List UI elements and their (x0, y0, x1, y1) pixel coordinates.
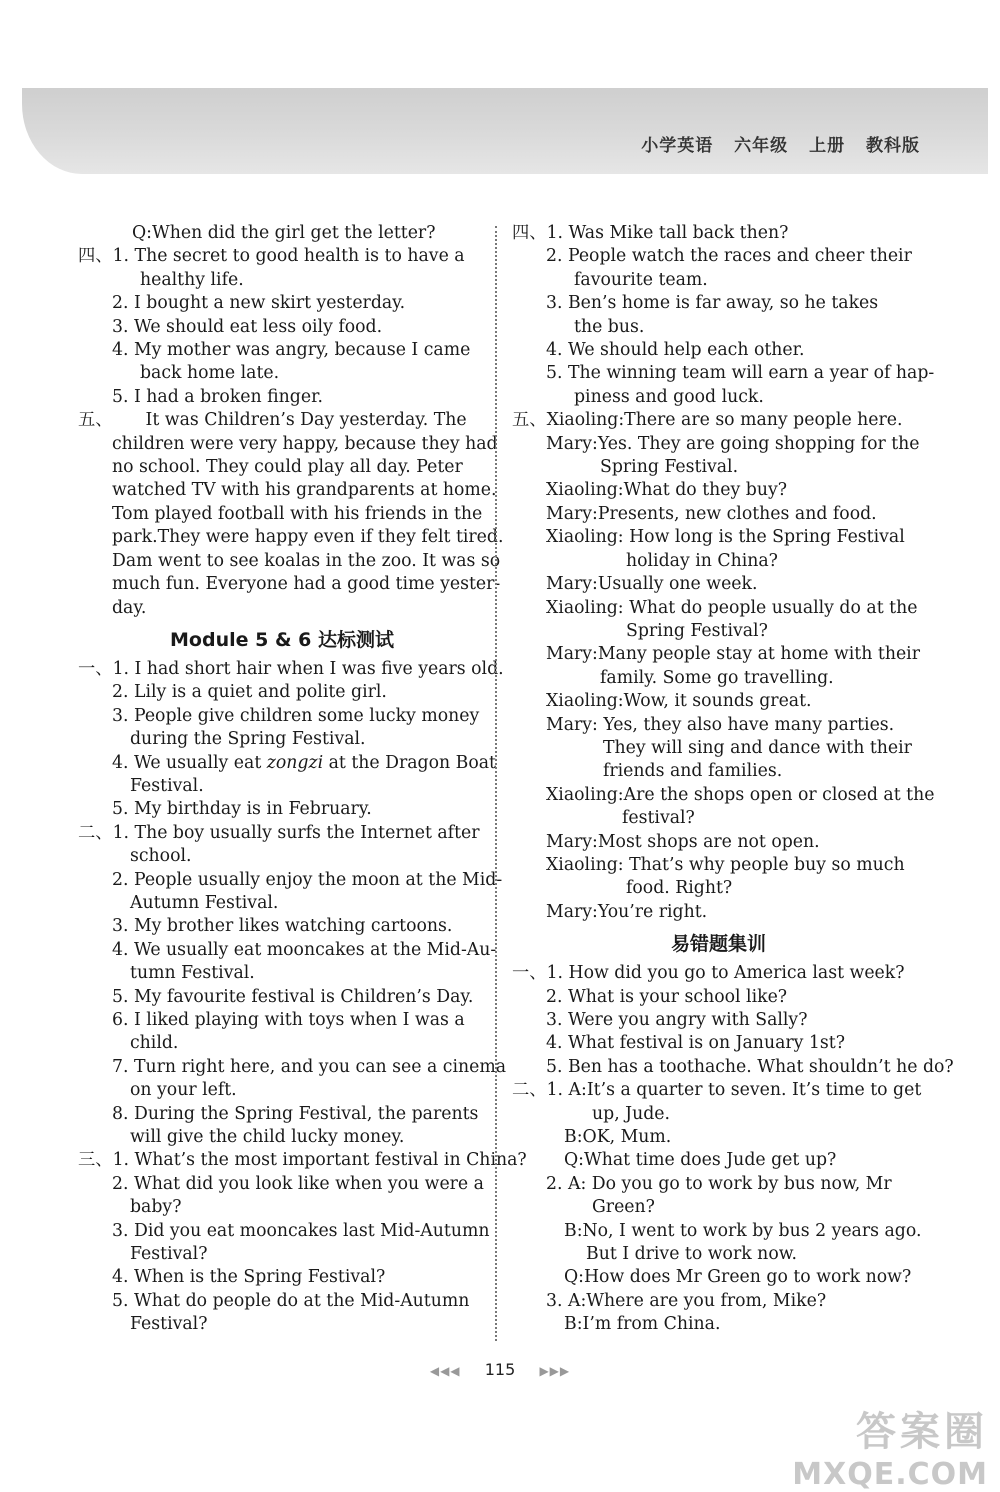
answer-line: 3. Did you eat mooncakes last Mid-Autumn (112, 1220, 490, 1241)
dialogue-line: Q:How does Mr Green go to work now? (564, 1267, 912, 1288)
watermark-logo-text: 答案圈 (856, 1409, 988, 1455)
answer-line: 4. When is the Spring Festival? (112, 1267, 386, 1288)
text-line: up, Jude. (592, 1103, 671, 1124)
text-line: during the Spring Festival. (130, 729, 366, 750)
paragraph-line: 五、 It was Children’s Day yesterday. The (78, 410, 467, 431)
answer-line: 一、1. I had short hair when I was five years old. (78, 658, 504, 679)
answer-line: 2. What did you look like when you were a (112, 1173, 484, 1194)
text-line: festival? (622, 808, 695, 829)
text-line: child. (130, 1033, 179, 1054)
answer-line: 6. I liked playing with toys when I was a (112, 1010, 465, 1030)
paragraph-line: watched TV with his grandparents at home. (112, 480, 497, 501)
text-line: Festival? (130, 1314, 208, 1335)
text-segment: 4. We usually eat (112, 752, 267, 773)
paragraph-line: Tom played football with his friends in the (112, 503, 483, 524)
answer-line: 3. My brother likes watching cartoons. (112, 916, 453, 937)
paragraph-line: children were very happy, because they had (112, 433, 498, 454)
section-title-module: Module 5 & 6 达标测试 (170, 628, 394, 651)
answer-line: 一、1. How did you go to America last week? (512, 963, 905, 984)
dialogue-line: B:I’m from China. (564, 1314, 721, 1335)
text-line: the bus. (574, 316, 645, 337)
text-segment: at the Dragon Boat (323, 752, 496, 773)
text-line: But I drive to work now. (586, 1244, 797, 1265)
answer-line: 三、1. What’s the most important festival in China? (78, 1150, 527, 1171)
answer-line: 4. We should help each other. (546, 340, 805, 361)
answer-line: 四、1. Was Mike tall back then? (512, 223, 789, 243)
text-line: They will sing and dance with their (603, 737, 912, 758)
text-line: Festival? (130, 1244, 208, 1265)
answer-line: 5. What do people do at the Mid-Autumn (112, 1290, 470, 1311)
dialogue-line: B:No, I went to work by bus 2 years ago. (564, 1220, 922, 1241)
answer-line: 2. What is your school like? (546, 986, 788, 1007)
text-line: school. (130, 846, 192, 867)
answer-line: 二、1. A:It’s a quarter to seven. It’s time to get (512, 1080, 922, 1101)
column-divider (495, 226, 497, 1341)
paragraph-line: Dam went to see koalas in the zoo. It was so (112, 550, 501, 571)
text-line: family. Some go travelling. (600, 667, 834, 688)
dialogue-line: Mary:Usually one week. (546, 574, 758, 595)
dialogue-line: Mary:Yes. They are going shopping for the (546, 433, 920, 454)
dialogue-line: Q:What time does Jude get up? (564, 1150, 837, 1171)
answer-line: 8. During the Spring Festival, the parents (112, 1103, 479, 1124)
answer-line: 4. What festival is on January 1st? (546, 1033, 845, 1054)
answer-line: 5. My birthday is in February. (112, 799, 372, 820)
watermark-url: MXQE.COM (792, 1457, 988, 1492)
paragraph-line: day. (112, 597, 147, 618)
answer-line: 4. My mother was angry, because I came (112, 340, 471, 361)
text-line: food. Right? (626, 878, 733, 899)
answer-line: 5. I had a broken finger. (112, 386, 323, 407)
paragraph-line: no school. They could play all day. Peter (112, 457, 463, 478)
answer-line: 二、1. The boy usually surfs the Internet after (78, 822, 480, 843)
text-line: friends and families. (603, 761, 783, 782)
answer-line: 2. People usually enjoy the moon at the Mid- (112, 869, 503, 890)
answer-line: 2. I bought a new skirt yesterday. (112, 293, 406, 314)
section-title-errors: 易错题集训 (670, 933, 766, 956)
answer-line: 3. People give children some lucky money (112, 705, 480, 726)
page-footer (0, 1360, 1000, 1379)
text-line: healthy life. (140, 269, 244, 290)
dialogue-line: Xiaoling:Wow, it sounds great. (546, 691, 812, 712)
answer-line: 4. We usually eat mooncakes at the Mid-Au- (112, 939, 497, 960)
watermark (792, 1400, 988, 1492)
dialogue-line: Xiaoling:Are the shops open or closed at the (546, 784, 935, 805)
left-arrows-icon: ◀◀◀ (429, 1364, 461, 1378)
answer-line: 7. Turn right here, and you can see a cinema (112, 1056, 507, 1077)
answer-line: 2. A: Do you go to work by bus now, Mr (546, 1173, 892, 1194)
text-line: on your left. (130, 1080, 237, 1101)
text-line: holiday in China? (626, 550, 778, 571)
answer-line: 5. Ben has a toothache. What shouldn’t he do? (546, 1056, 954, 1077)
dialogue-line: B:OK, Mum. (564, 1127, 672, 1148)
answer-line: 2. People watch the races and cheer their (546, 246, 912, 267)
text-line: tumn Festival. (130, 963, 255, 984)
right-arrows-icon: ▶▶▶ (539, 1364, 571, 1378)
text-line: Festival. (130, 775, 204, 796)
left-column (78, 222, 527, 1337)
text-segment-italic: zongzi (266, 752, 324, 773)
page-number: 115 (484, 1360, 516, 1379)
dialogue-line: Mary:Most shops are not open. (546, 831, 820, 852)
paragraph-line: park.They were happy even if they felt tired. (112, 527, 504, 548)
dialogue-line: Xiaoling:What do they buy? (546, 480, 787, 501)
answer-line: 5. My favourite festival is Children’s Day. (112, 986, 474, 1007)
dialogue-line: Mary: Yes, they also have many parties. (546, 714, 895, 735)
answer-line: 2. Lily is a quiet and polite girl. (112, 682, 387, 703)
dialogue-line: Mary:You’re right. (546, 901, 708, 922)
dialogue-line: 五、Xiaoling:There are so many people here. (512, 410, 903, 431)
answer-line: 3. Ben’s home is far away, so he takes (546, 293, 879, 314)
answer-line (78, 752, 496, 775)
text-line: will give the child lucky money. (130, 1127, 405, 1148)
text-line: baby? (130, 1197, 182, 1218)
answer-line: 5. The winning team will earn a year of hap- (546, 363, 935, 384)
text-line: Green? (592, 1197, 655, 1218)
right-column (512, 222, 954, 1337)
text-line: Spring Festival. (600, 457, 739, 478)
dialogue-line: Mary:Many people stay at home with their (546, 644, 920, 665)
text-line: favourite team. (574, 269, 708, 290)
answer-line: 3. A:Where are you from, Mike? (546, 1290, 827, 1311)
dialogue-line: Xiaoling: What do people usually do at the (546, 597, 918, 618)
question-line: 四、1. The secret to good health is to have a (78, 246, 465, 267)
dialogue-line: Xiaoling: That’s why people buy so much (546, 854, 905, 875)
answer-line: 3. Were you angry with Sally? (546, 1010, 808, 1030)
text-line: piness and good luck. (574, 386, 764, 407)
text-line: Spring Festival? (626, 620, 768, 641)
text-line: Autumn Festival. (130, 892, 279, 913)
answer-line: 3. We should eat less oily food. (112, 316, 383, 337)
text-line: Q:When did the girl get the letter? (132, 223, 436, 243)
dialogue-line: Mary:Presents, new clothes and food. (546, 503, 877, 524)
text-line: back home late. (140, 363, 280, 384)
book-title: 小学英语 六年级 上册 教科版 (641, 136, 920, 156)
paragraph-line: much fun. Everyone had a good time yester- (112, 574, 501, 595)
dialogue-line: Xiaoling: How long is the Spring Festival (546, 527, 905, 548)
